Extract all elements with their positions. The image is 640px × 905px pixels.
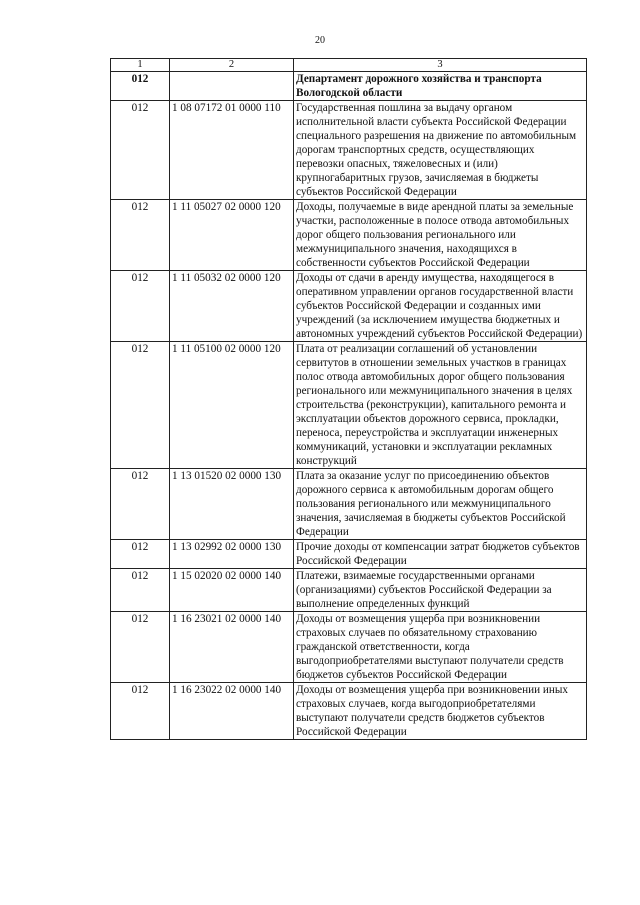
column-header-3: 3 bbox=[294, 59, 587, 72]
admin-code-cell: 012 bbox=[111, 200, 170, 271]
column-number-row bbox=[111, 59, 587, 72]
revenue-code-cell: 1 13 02992 02 0000 130 bbox=[170, 540, 294, 569]
admin-code-cell: 012 bbox=[111, 540, 170, 569]
revenue-code-cell: 1 11 05027 02 0000 120 bbox=[170, 200, 294, 271]
revenue-code-cell: 1 11 05100 02 0000 120 bbox=[170, 342, 294, 469]
table-row bbox=[111, 101, 587, 200]
table-row bbox=[111, 469, 587, 540]
department-row bbox=[111, 72, 587, 101]
revenue-name-cell: Доходы от возмещения ущерба при возникновении иных страховых случаев, когда выгодоприобретателями выступают получатели средств бюджетов субъектов Российской Федерации bbox=[294, 683, 587, 740]
page-number: 20 bbox=[315, 35, 325, 46]
column-header-1: 1 bbox=[111, 59, 170, 72]
department-title: Департамент дорожного хозяйства и транспорта Вологодской области bbox=[294, 72, 587, 101]
revenue-code-cell: 1 13 01520 02 0000 130 bbox=[170, 469, 294, 540]
department-empty-cell bbox=[170, 72, 294, 101]
column-header-2: 2 bbox=[170, 59, 294, 72]
revenue-code-cell: 1 11 05032 02 0000 120 bbox=[170, 271, 294, 342]
revenue-name-cell: Плата за оказание услуг по присоединению объектов дорожного сервиса к автомобильным дорогам общего пользования регионального или межмуниципального значения, зачисляемая в бюджеты субъектов Российской Федерации bbox=[294, 469, 587, 540]
revenue-codes-table bbox=[110, 58, 587, 740]
table-row bbox=[111, 342, 587, 469]
revenue-name-cell: Доходы от сдачи в аренду имущества, находящегося в оперативном управлении органов государственной власти субъектов Российской Федерации и созданных ими учреждений (за исключением имущества бюджетных и автономных учреждений субъектов Российской Федерации) bbox=[294, 271, 587, 342]
revenue-name-cell: Доходы, получаемые в виде арендной платы за земельные участки, расположенные в полосе отвода автомобильных дорог общего пользования регионального или межмуниципального значения, находящихся в собственности субъектов Российской Федерации bbox=[294, 200, 587, 271]
revenue-code-cell: 1 16 23022 02 0000 140 bbox=[170, 683, 294, 740]
table-row bbox=[111, 200, 587, 271]
revenue-code-cell: 1 08 07172 01 0000 110 bbox=[170, 101, 294, 200]
revenue-code-cell: 1 15 02020 02 0000 140 bbox=[170, 569, 294, 612]
department-code: 012 bbox=[111, 72, 170, 101]
admin-code-cell: 012 bbox=[111, 271, 170, 342]
revenue-name-cell: Платежи, взимаемые государственными органами (организациями) субъектов Российской Федерации за выполнение определенных функций bbox=[294, 569, 587, 612]
revenue-name-cell: Государственная пошлина за выдачу органом исполнительной власти субъекта Российской Федерации специального разрешения на движение по автомобильным дорогам транспортных средств, осуществляющих перевозки опасных, тяжеловесных и (или) крупногабаритных грузов, зачисляемая в бюджеты субъектов Российской Федерации bbox=[294, 101, 587, 200]
table-row bbox=[111, 612, 587, 683]
table-row bbox=[111, 683, 587, 740]
admin-code-cell: 012 bbox=[111, 569, 170, 612]
admin-code-cell: 012 bbox=[111, 612, 170, 683]
revenue-code-cell: 1 16 23021 02 0000 140 bbox=[170, 612, 294, 683]
admin-code-cell: 012 bbox=[111, 101, 170, 200]
admin-code-cell: 012 bbox=[111, 469, 170, 540]
admin-code-cell: 012 bbox=[111, 342, 170, 469]
admin-code-cell: 012 bbox=[111, 683, 170, 740]
revenue-name-cell: Прочие доходы от компенсации затрат бюджетов субъектов Российской Федерации bbox=[294, 540, 587, 569]
revenue-name-cell: Плата от реализации соглашений об установлении сервитутов в отношении земельных участков в границах полос отвода автомобильных дорог общего пользования регионального или межмуниципального значения в целях строительства (реконструкции), капитального ремонта и эксплуатации объектов дорожного сервиса, прокладки, переноса, переустройства и эксплуатации инженерных коммуникаций, установки и эксплуатации рекламных конструкций bbox=[294, 342, 587, 469]
table-row bbox=[111, 540, 587, 569]
table-row bbox=[111, 569, 587, 612]
revenue-name-cell: Доходы от возмещения ущерба при возникновении страховых случаев по обязательному страхованию гражданской ответственности, когда выгодоприобретателями выступают получатели средств бюджетов субъектов Российской Федерации bbox=[294, 612, 587, 683]
table-row bbox=[111, 271, 587, 342]
